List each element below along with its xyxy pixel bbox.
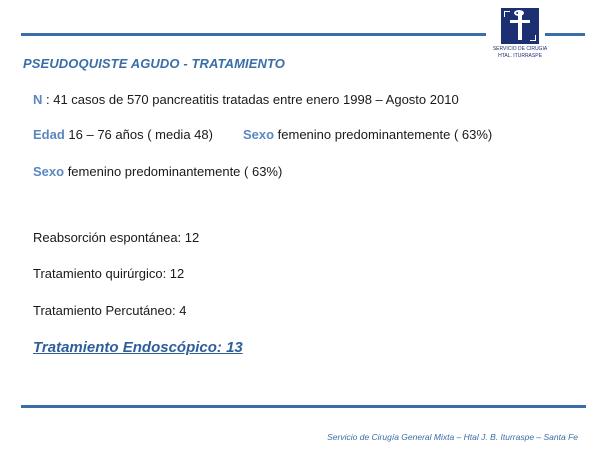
sexo-text: femenino predominantemente ( 63%) — [274, 127, 493, 142]
sex-line — [33, 164, 282, 179]
slide-title: PSEUDOQUISTE AGUDO - TRATAMIENTO — [23, 56, 285, 71]
header-divider-right — [545, 33, 585, 36]
header-divider — [21, 33, 486, 36]
edad-text: 16 – 76 años ( media 48) — [64, 127, 213, 142]
edad-label: Edad — [33, 127, 65, 142]
caduceus-icon — [501, 8, 539, 44]
result-percutaneo: Tratamiento Percutáneo: 4 — [33, 303, 187, 318]
footer-text: Servicio de Cirugía General Mixta – Htal J. B. Iturraspe – Santa Fe — [327, 432, 578, 442]
sexo2-label: Sexo — [33, 164, 65, 179]
logo-caption: SERVICIO DE CIRUGIA HTAL. ITURRASPE — [492, 46, 548, 59]
sexo2-text: femenino predominantemente ( 63%) — [64, 164, 283, 179]
result-endoscopico: Tratamiento Endoscópico: 13 — [33, 339, 243, 356]
result-quirurgico: Tratamiento quirúrgico: 12 — [33, 266, 185, 281]
n-text: : 41 casos de 570 pancreatitis tratadas entre enero 1998 – Agosto 2010 — [42, 92, 459, 107]
result-reabsorcion: Reabsorción espontánea: 12 — [33, 230, 200, 245]
sexo-label: Sexo — [242, 127, 275, 142]
footer-divider — [21, 405, 586, 408]
age-sex-line — [33, 127, 492, 142]
n-label: N — [33, 92, 43, 107]
cases-line — [33, 92, 459, 107]
hospital-logo — [492, 8, 548, 60]
